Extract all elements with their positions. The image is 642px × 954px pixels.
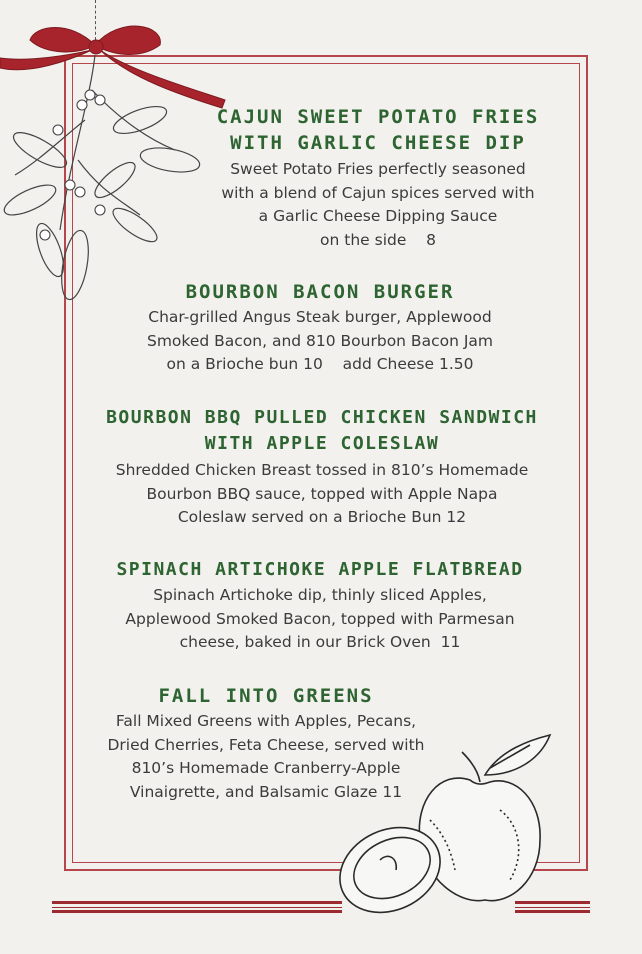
item-title: BOURBON BACON BURGER — [185, 281, 455, 303]
item-description: Shredded Chicken Breast tossed in 810’s Homemade Bourbon BBQ sauce, topped with Apple Napa Coleslaw served on a Brioche Bun 12 — [115, 461, 529, 526]
item-title: CAJUN SWEET POTATO FRIES WITH GARLIC CHEESE DIP — [216, 106, 540, 154]
item-description: Sweet Potato Fries perfectly seasoned with a blend of Cajun spices served with a Garlic Cheese Dipping Sauce on the side 8 — [221, 160, 535, 249]
menu-item — [90, 557, 550, 655]
bottom-rule-left — [52, 901, 342, 913]
item-title: SPINACH ARTICHOKE APPLE FLATBREAD — [116, 559, 524, 580]
menu-item — [86, 683, 446, 804]
menu-item — [82, 405, 562, 530]
item-title: FALL INTO GREENS — [158, 685, 374, 707]
item-description: Char-grilled Angus Steak burger, Applewood Smoked Bacon, and 810 Bourbon Bacon Jam on a Brioche bun 10 add Cheese 1.50 — [146, 308, 493, 373]
menu-item — [100, 279, 540, 377]
menu-item — [200, 104, 556, 252]
item-description: Fall Mixed Greens with Apples, Pecans, Dried Cherries, Feta Cheese, served with 810’s Homemade Cranberry-Apple Vinaigrette, and Balsamic Glaze 11 — [107, 712, 425, 801]
item-title: BOURBON BBQ PULLED CHICKEN SANDWICH WITH APPLE COLESLAW — [106, 407, 538, 454]
mistletoe-icon — [0, 0, 230, 310]
item-description: Spinach Artichoke dip, thinly sliced Apples, Applewood Smoked Bacon, topped with Parmesan cheese, baked in our Brick Oven 11 — [125, 586, 515, 651]
